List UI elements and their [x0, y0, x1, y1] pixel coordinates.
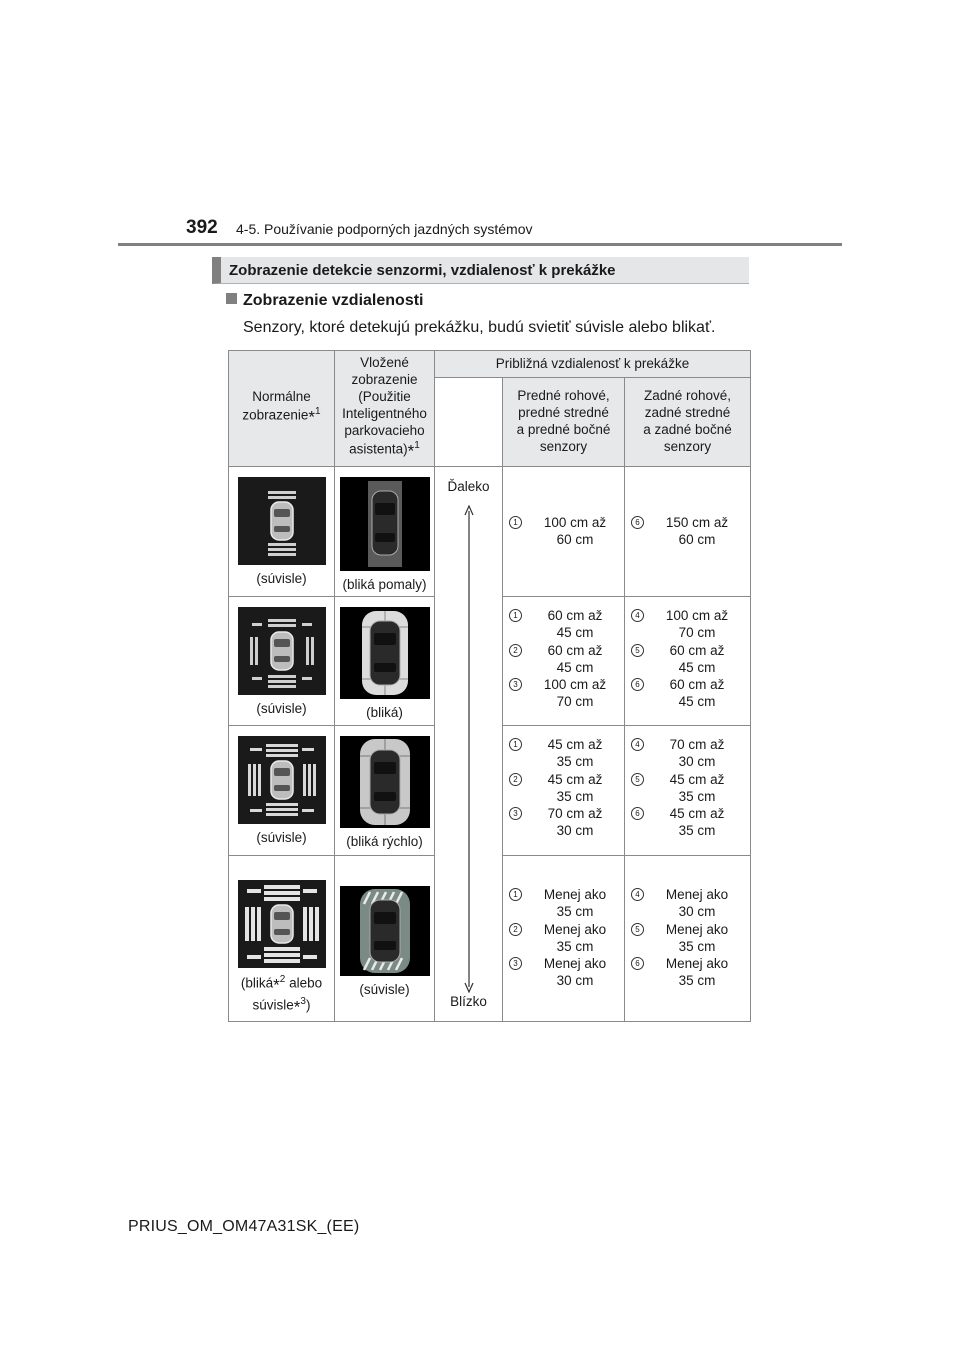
col-header-embedded-line: zobrazenie: [351, 372, 418, 388]
double-arrow-icon: [464, 505, 474, 993]
rear-distance-cell: [625, 726, 751, 856]
distance-line: 70 cm: [556, 694, 594, 710]
list-item: [631, 955, 750, 990]
circled-number-icon: 1: [509, 516, 522, 529]
col-header-embedded-line: parkovacieho: [344, 422, 425, 438]
distance-line: 100 cm až: [543, 515, 607, 530]
circled-number-icon: 4: [631, 888, 644, 901]
front-distance-cell: [503, 597, 625, 726]
subheading: [226, 292, 423, 310]
distance-line: Menej ako: [665, 956, 729, 972]
normal-display-cell: [229, 597, 335, 726]
page-number: 392: [186, 217, 218, 238]
normal-display-closest-image: [238, 880, 326, 968]
distance-line: 45 cm: [556, 625, 594, 641]
square-bullet-icon: [226, 293, 237, 304]
distance-line: 45 cm až: [547, 737, 603, 752]
normal-display-cell: [229, 856, 335, 1022]
near-label: Blízko: [450, 994, 487, 1009]
col-header-front-line: Predné rohové,: [517, 388, 610, 404]
circled-number-icon: 2: [509, 923, 522, 936]
circled-number-icon: 6: [631, 807, 644, 820]
distance-line: Menej ako: [543, 956, 607, 972]
distance-value: [654, 921, 740, 956]
col-header-embedded-text: asistenta): [349, 441, 408, 457]
circled-number-icon: 4: [631, 609, 644, 622]
caption-part: (bliká: [240, 975, 274, 991]
list-item: [509, 676, 624, 711]
embedded-display-cell: [335, 467, 435, 597]
footnote-ref: 3: [300, 995, 306, 1007]
caption-part: ): [305, 997, 311, 1013]
list-item: [631, 607, 750, 642]
col-header-normal-text: Normálne zobrazenie: [242, 389, 311, 423]
col-header-embedded-line: Inteligentného: [342, 406, 427, 422]
rear-distance-cell: [625, 856, 751, 1022]
footnote-ref: 1: [315, 406, 321, 418]
distance-line: Menej ako: [543, 921, 607, 937]
circled-number-icon: 5: [631, 644, 644, 657]
circled-number-icon: 3: [509, 957, 522, 970]
col-header-rear-line: Zadné rohové,: [643, 388, 732, 404]
col-header-normal: [229, 351, 335, 467]
distance-value: [654, 771, 740, 806]
distance-line: 45 cm až: [547, 771, 603, 787]
distance-line: 30 cm: [556, 973, 594, 989]
embedded-display-cell: [335, 597, 435, 726]
footnote-ref: 2: [279, 974, 286, 985]
table-row: [229, 467, 751, 597]
distance-line: 30 cm: [556, 823, 594, 839]
distance-line: 70 cm až: [547, 806, 603, 822]
list-item: [509, 607, 624, 642]
distance-value: [532, 736, 618, 771]
distance-line: 45 cm: [556, 659, 594, 675]
embedded-display-near-image: [340, 736, 430, 828]
distance-value: [532, 805, 618, 840]
distance-value: [654, 676, 740, 711]
distance-line: 45 cm až: [669, 806, 725, 822]
distance-value: [532, 771, 618, 806]
normal-display-caption: (súvisle): [256, 701, 307, 716]
distance-line: 60 cm až: [669, 642, 725, 658]
col-header-front-line: a predné bočné: [516, 422, 611, 437]
col-header-front-line: predné stredné: [518, 405, 609, 421]
star-glyph: *: [293, 997, 301, 1017]
distance-line: 30 cm: [678, 754, 716, 770]
distance-line: Menej ako: [665, 921, 729, 937]
embedded-display-far-image: [340, 477, 430, 571]
list-item: [509, 642, 624, 677]
normal-display-near-image: [238, 736, 326, 824]
col-header-front: [503, 378, 625, 467]
col-header-rear-line: a zadné bočné: [643, 422, 732, 437]
front-distance-cell: [503, 856, 625, 1022]
circled-number-icon: 1: [509, 738, 522, 751]
distance-value: [532, 607, 618, 642]
list-item: [509, 771, 624, 806]
direction-header-spacer: [435, 378, 503, 467]
distance-line: 60 cm až: [547, 642, 603, 658]
distance-line: 35 cm: [556, 904, 594, 920]
circled-number-icon: 5: [631, 923, 644, 936]
list-item: [509, 514, 624, 549]
circled-number-icon: 2: [509, 773, 522, 786]
star-glyph: *: [273, 975, 280, 995]
circled-number-icon: 6: [631, 957, 644, 970]
circled-number-icon: 3: [509, 807, 522, 820]
distance-line: 35 cm: [678, 823, 716, 839]
normal-display-cell: [229, 726, 335, 856]
list-item: [509, 886, 624, 921]
distance-value: [654, 805, 740, 840]
distance-value: [532, 921, 618, 956]
distance-line: 70 cm: [678, 625, 716, 641]
circled-number-icon: 1: [509, 609, 522, 622]
embedded-display-mid-image: [340, 607, 430, 699]
document-code-footer: PRIUS_OM_OM47A31SK_(EE): [128, 1218, 360, 1235]
distance-line: 30 cm: [678, 904, 716, 920]
distance-line: 60 cm až: [669, 677, 725, 693]
caption-part: alebo: [285, 975, 323, 991]
distance-value: [532, 514, 618, 549]
direction-column: [435, 467, 503, 1022]
embedded-display-caption: (súvisle): [359, 982, 410, 997]
distance-line: 35 cm: [556, 788, 594, 804]
distance-value: [654, 642, 740, 677]
distance-value: [654, 736, 740, 771]
col-header-distance: Približná vzdialenosť k prekážke: [435, 351, 751, 378]
star-glyph: *: [407, 441, 415, 461]
circled-number-icon: 3: [509, 678, 522, 691]
list-item: [509, 955, 624, 990]
list-item: [631, 676, 750, 711]
distance-line: 60 cm: [678, 532, 716, 548]
normal-display-far-image: [238, 477, 326, 565]
header-rule: [118, 243, 842, 246]
footnote-ref: 1: [414, 439, 420, 451]
caption-part: súvisle: [252, 997, 294, 1013]
circled-number-icon: 1: [509, 888, 522, 901]
list-item: [631, 921, 750, 956]
normal-display-caption: [229, 974, 334, 1018]
list-item: [509, 736, 624, 771]
distance-line: 45 cm: [678, 659, 716, 675]
distance-line: 45 cm: [678, 694, 716, 710]
rear-distance-cell: [625, 597, 751, 726]
section-title: Zobrazenie detekcie senzormi, vzdialenosť k prekážke: [229, 262, 616, 279]
col-header-rear: [625, 378, 751, 467]
col-header-embedded-line: (Použitie: [358, 389, 411, 405]
distance-line: Menej ako: [543, 887, 607, 902]
distance-line: 45 cm až: [669, 771, 725, 787]
distance-line: 150 cm až: [665, 515, 729, 530]
distance-line: 70 cm až: [669, 737, 725, 752]
list-item: [509, 805, 624, 840]
star-glyph: *: [308, 407, 316, 427]
distance-line: 35 cm: [556, 754, 594, 770]
col-header-embedded-line: [335, 440, 434, 462]
distance-line: 100 cm až: [665, 608, 729, 623]
distance-table: [228, 350, 751, 1022]
embedded-display-caption: (bliká pomaly): [342, 577, 427, 592]
distance-value: [654, 607, 740, 642]
list-item: [509, 921, 624, 956]
list-item: [631, 642, 750, 677]
col-header-front-line: senzory: [539, 438, 588, 454]
distance-value: [532, 955, 618, 990]
circled-number-icon: 6: [631, 678, 644, 691]
distance-value: [532, 642, 618, 677]
normal-display-caption: (súvisle): [256, 830, 307, 845]
chapter-title: 4-5. Používanie podporných jazdných systémov: [236, 221, 533, 237]
embedded-display-closest-image: [340, 886, 430, 976]
intro-text: Senzory, ktoré detekujú prekážku, budú svietiť súvisle alebo blikať.: [243, 319, 716, 336]
front-distance-cell: [503, 726, 625, 856]
normal-display-mid-image: [238, 607, 326, 695]
col-header-embedded: [335, 351, 435, 467]
list-item: [631, 805, 750, 840]
col-header-rear-line: zadné stredné: [644, 405, 731, 421]
normal-display-cell: [229, 467, 335, 597]
list-item: [631, 886, 750, 921]
subheading-text: Zobrazenie vzdialenosti: [243, 292, 424, 309]
normal-display-caption: (súvisle): [256, 571, 307, 586]
col-header-rear-line: senzory: [663, 438, 712, 454]
circled-number-icon: 5: [631, 773, 644, 786]
embedded-display-caption: (bliká rýchlo): [346, 834, 423, 849]
distance-value: [532, 886, 618, 921]
distance-line: 60 cm až: [547, 608, 603, 623]
col-header-embedded-line: Vložené: [360, 355, 409, 371]
distance-line: 35 cm: [556, 938, 594, 954]
distance-line: 60 cm: [556, 532, 594, 548]
distance-line: 35 cm: [678, 938, 716, 954]
circled-number-icon: 4: [631, 738, 644, 751]
distance-value: [532, 676, 618, 711]
distance-line: Menej ako: [665, 887, 729, 902]
list-item: [631, 736, 750, 771]
embedded-display-cell: [335, 726, 435, 856]
circled-number-icon: 6: [631, 516, 644, 529]
rear-distance-cell: [625, 467, 751, 597]
list-item: [631, 771, 750, 806]
distance-value: [654, 514, 740, 549]
embedded-display-cell: [335, 856, 435, 1022]
far-label: Ďaleko: [447, 479, 490, 494]
front-distance-cell: [503, 467, 625, 597]
circled-number-icon: 2: [509, 644, 522, 657]
distance-line: 35 cm: [678, 788, 716, 804]
section-title-bar: [212, 257, 749, 284]
distance-value: [654, 886, 740, 921]
list-item: [631, 514, 750, 549]
distance-line: 100 cm až: [543, 677, 607, 693]
embedded-display-caption: (bliká): [366, 705, 403, 720]
distance-line: 35 cm: [678, 973, 716, 989]
distance-value: [654, 955, 740, 990]
